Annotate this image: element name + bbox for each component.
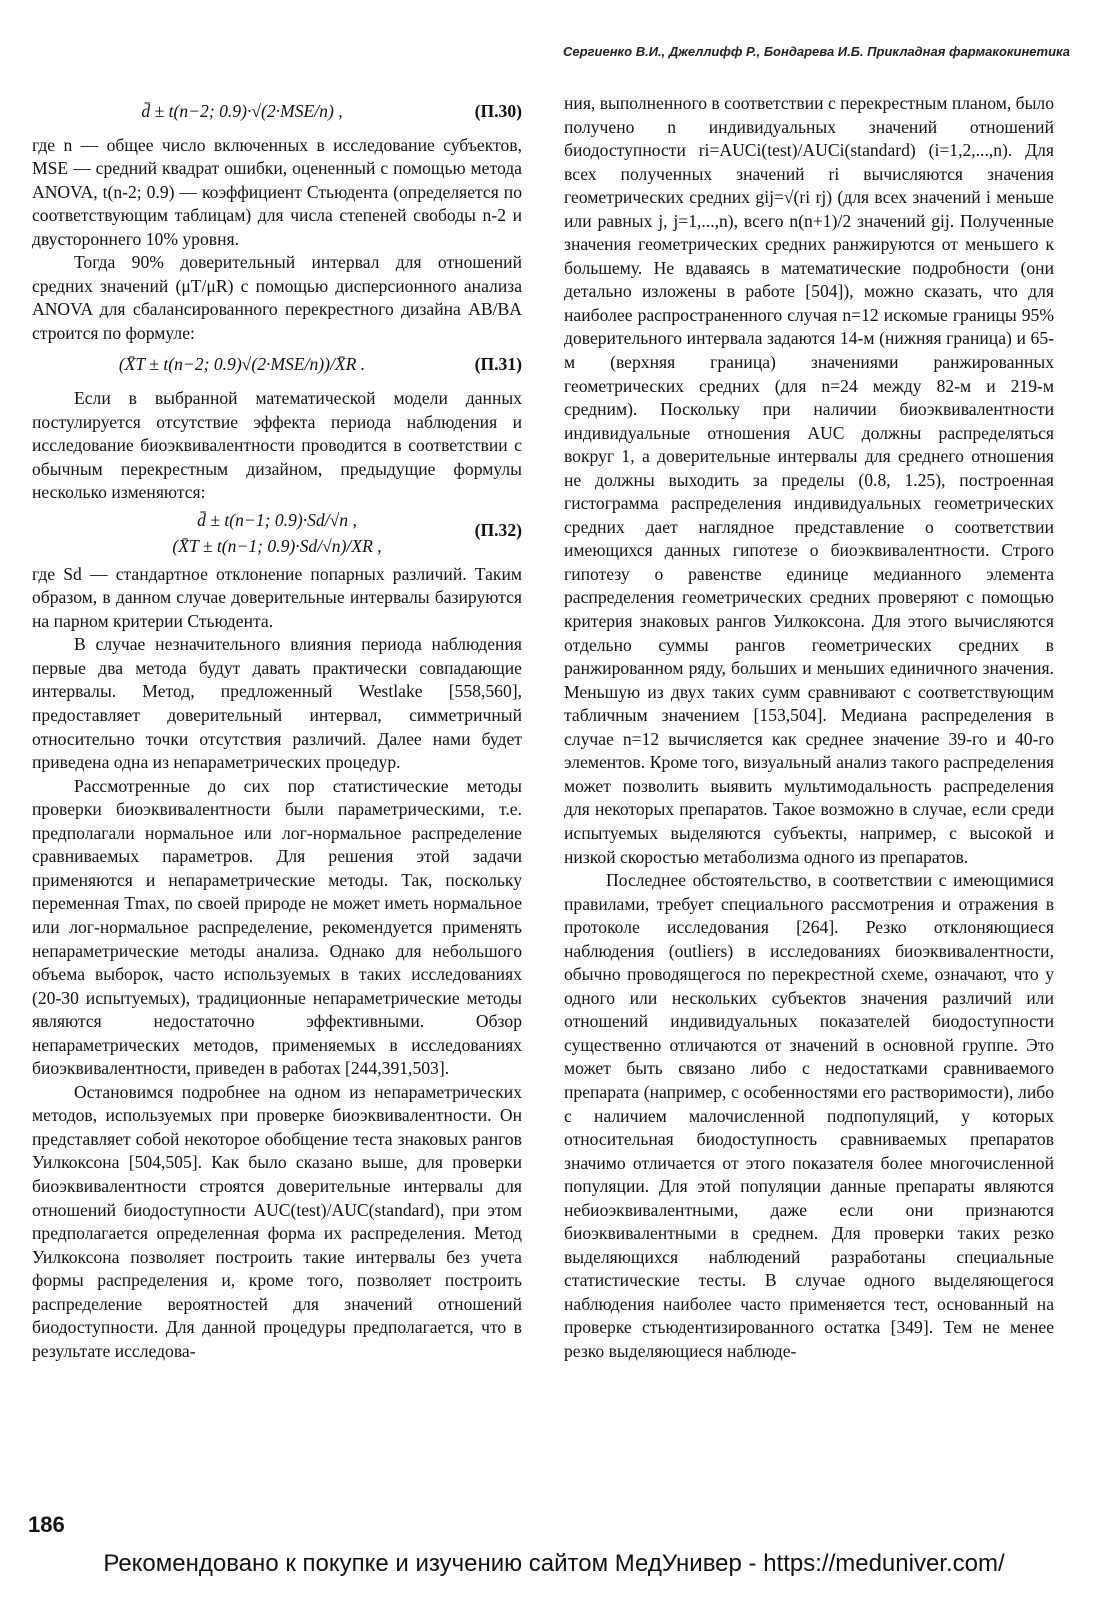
- formula-p32-line1: d̄ ± t(n−1; 0.9)·Sd/√n ,: [197, 509, 357, 530]
- paragraph: Если в выбранной математической модели данных постулируется отсутствие эффекта периода наблюдения и исследование биоэквивалентности проводится в соответствии с обычным перекрестным дизайном, предыдущие формулы несколько изменяются:: [32, 388, 522, 503]
- paragraph: Тогда 90% доверительный интервал для отношений средних значений (μT/μR) с помощью дисперсионного анализа ANOVA для сбалансированного перекрестного дизайна AB/BA строится по формуле:: [32, 252, 522, 343]
- footer-banner: Рекомендовано к покупке и изучению сайтом МедУнивер - https://meduniver.com/: [103, 1550, 1005, 1577]
- paragraph: ния, выполненного в соответствии с перекрестным планом, было получено n индивидуальных значений отношений биодоступности ri=AUCi(test)/AUCi(standard) (i=1,2,...,n). Для всех полученных значений ri вычисляются значения геометрических средних gij=√(ri rj) (для всех значений i меньше или равных j, j=1,...,n), всего n(n+1)/2 значений gij. Полученные значения геометрических средних ранжируются от меньшего к большему. Не вдаваясь в математические подробности (они детально изложены в работе [504]), можно сказать, что для наиболее распространенного случая n=12 искомые границы 95% доверительного интервала задаются 14-м (нижняя граница) и 65-м (верхняя граница) значениями ранжированных геометрических средних (для n=24 между 82-м и 219-м средним). Поскольку при наличии биоэквивалентности индивидуальные отношения AUC должны распределяться вокруг 1, а доверительные интервалы для среднего отношения не должны выходить за пределы (0.8, 1.25), построенная гистограмма распределения индивидуальных геометрических средних дает наглядное представление о соответствии имеющихся данных гипотезе о биоэквивалентности. Строго гипотезу о равенстве единице медианного элемента распределения геометрических средних проверяют с помощью критерия знаковых рангов Уилкоксона. Для этого вычисляются отдельно суммы рангов геометрических средних в ранжированном ряду, больших и меньших единичного значения. Меньшую из двух таких сумм сравнивают с соответствующим табличным значением [153,504]. Медиана распределения в случае n=12 вычисляется как среднее значение 39-го и 40-го элементов. Кроме того, визуальный анализ такого распределения может позволить выявить мультимодальность распределения для некоторых препаратов. Такое возможно в случае, если среди испытуемых выделяются субъекты, например, с высокой и низкой скоростью метаболизма одного из препаратов.: [564, 93, 1055, 867]
- paragraph: Остановимся подробнее на одном из непараметрических методов, используемых при проверке биоэквивалентности. Он представляет собой некоторое обобщение теста знаковых рангов Уилкоксона [504,505]. Как было сказано выше, для проверки биоэквивалентности строятся доверительные интервалы для отношений биодоступности AUC(test)/AUC(standard), при этом предполагается определенная форма их распределения. Метод Уилкоксона позволяет построить такие интервалы без учета формы распределения и, кроме того, позволяет построить распределение вероятностей для значений отношений биодоступности. Для данной процедуры предполагается, что в результате исследова-: [32, 1081, 522, 1361]
- formula-p31: [32, 345, 522, 387]
- right-column: [564, 92, 1054, 1364]
- formula-p31-expression: (X̄T ± t(n−2; 0.9)√(2·MSE/n))/X̄R .: [118, 354, 366, 375]
- paragraph: Последнее обстоятельство, в соответствии с имеющимися правилами, требует специального рассмотрения и отражения в протоколе исследования [264]. Резко отклоняющиеся наблюдения (outliers) в исследованиях биоэквивалентности, обычно проводящегося по перекрестной схеме, означают, что у одного или нескольких субъектов значения различий или отношений индивидуальных показателей биодоступности существенно отличаются от значений в основной группе. Это может быть связано либо с недостатками сравниваемого препарата (например, с особенностями его растворимости), либо с наличием малочисленной подпопуляций, у которых относительная биодоступность сравниваемых препаратов значимо отличается от этого показателя более многочисленной популяции. Для этой популяции данные препараты являются небиоэквивалентными, даже если они признаются биоэквивалентными в среднем. Для проверки таких резко выделяющихся наблюдений разработаны специальные статистические тесты. В случае одного выделяющегося наблюдения наиболее часто применяется тест, основанный на проверке стьюдентизированного остатка [349]. Тем не менее резко выделяющиеся наблюде-: [564, 870, 1054, 1361]
- left-column: [32, 92, 522, 1363]
- page-number: 186: [28, 1512, 65, 1537]
- formula-p30-number: (П.30): [474, 101, 522, 121]
- formula-p31-number: (П.31): [474, 354, 522, 375]
- paragraph: В случае незначительного влияния периода наблюдения первые два метода будут давать практически совпадающие интервалы. Метод, предложенный Westlake [558,560], предоставляет доверительный интервал, симметричный относительно точки отсутствия различий. Далее нами будет приведена одна из непараметрических процедур.: [32, 634, 522, 773]
- paragraph: где n — общее число включенных в исследование субъектов, MSE — средний квадрат ошибки, оцененный с помощью метода ANOVA, t(n-2; 0.9) — коэффициент Стьюдента (определяется по соответствующим таблицам) для числа степеней свободы n-2 и двустороннего 10% уровня.: [32, 134, 522, 249]
- formula-p30: [32, 92, 522, 134]
- paragraph: где Sd — стандартное отклонение попарных различий. Таким образом, в данном случае доверительные интервалы базируются на парном критерии Стьюдента.: [32, 563, 522, 631]
- paragraph: Рассмотренные до сих пор статистические методы проверки биоэквивалентности были параметрическими, т.е. предполагали нормальное или лог-нормальное распределение сравниваемых параметров. Для решения этой задачи применяются и непараметрические методы. Так, поскольку переменная Tmax, по своей природе не может иметь нормальное или лог-нормальное распределение, рекомендуется применять непараметрические методы анализа. Однако для небольшого объема выборок, часто используемых в таких исследованиях (20-30 испытуемых), традиционные непараметрические методы являются недостаточно эффективными. Обзор непараметрических методов, применяемых в исследованиях биоэквивалентности, приведен в работах [244,391,503].: [32, 775, 522, 1079]
- formula-p32-number: (П.32): [474, 519, 522, 540]
- formula-p32-line2: (X̄T ± t(n−1; 0.9)·Sd/√n)/XR ,: [172, 535, 382, 556]
- running-header: Сергиенко В.И., Джеллифф Р., Бондарева И.Б. Прикладная фармакокинетика: [563, 44, 1070, 59]
- formula-p30-expression: d̄ ± t(n−2; 0.9)·√(2·MSE/n) ,: [141, 101, 343, 121]
- formula-p32: [32, 505, 522, 563]
